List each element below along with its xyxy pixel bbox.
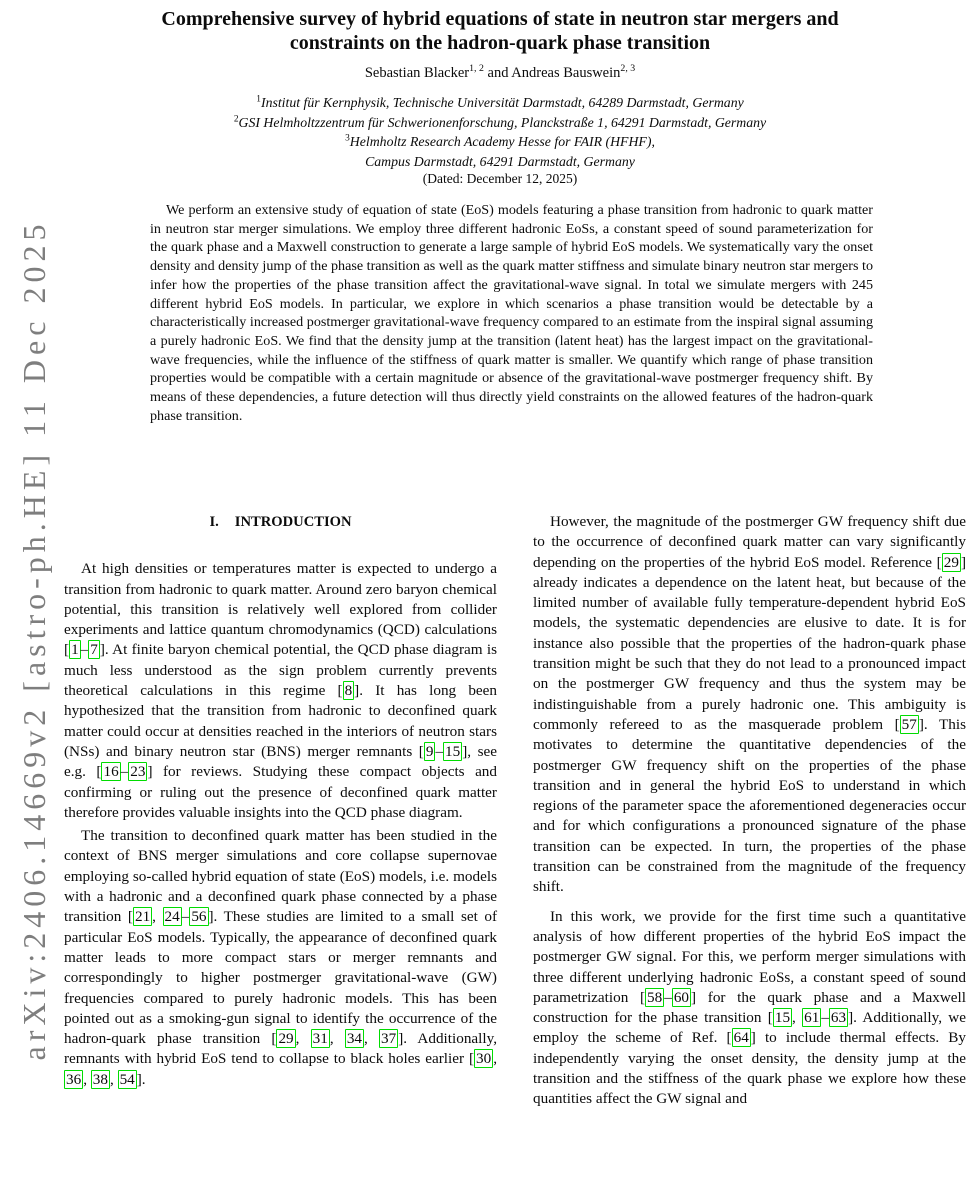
section-label: I. [209, 514, 219, 530]
citation-link[interactable]: 21 [134, 908, 151, 926]
section-heading-introduction [64, 512, 497, 532]
citation-link[interactable]: 60 [673, 988, 690, 1006]
citation-link[interactable]: 15 [774, 1009, 791, 1027]
citation-link[interactable]: 57 [901, 715, 917, 733]
paragraph: The transition to deconfined quark matter has been studied in the context of BNS merger simulations and core collapse supernovae employing so-called hybrid equation of state (EoS) models, i.e. models with a hadronic and a deconfined quark phase connected by a phase transition [ 21 , 24 – 56 ]. These studies are limited to a small set of particular EoS models. Typically, the appearance of deconfined quark matter leads to more compact stars or merger remnants and correspondingly to higher postmerger gravitational-wave (GW) frequencies compared to purely hadronic models. This has been pointed out as a smoking-gun signal to identify the occurrence of the hadron-quark phase transition [ 29 , 31 , 34 , 37 ]. Additionally, remnants with hybrid EoS tend to collapse to black holes earlier [ 30 , 36 , 38 , 54 ]. [64, 827, 498, 1088]
citation-link[interactable]: 16 [103, 763, 119, 781]
arxiv-stamp: arXiv:2406.14669v2 [astro-ph.HE] 11 Dec 2025 [16, 219, 52, 1061]
section-title: INTRODUCTION [234, 514, 352, 530]
superscript-marker: 2, 3 [620, 63, 636, 75]
paragraph: At high densities or temperatures matter is expected to undergo a transition from hadronic to quark matter. Around zero baryon chemical potential, this transition is relatively well explored from collider experiments and lattice quantum chromodynamics (QCD) calculations [ 1 – 7 ]. At finite baryon chemical potential, the QCD phase diagram is much less understood as the sign problem currently prevents theoretical calculations in this regime [ 8 ]. It has long been hypothesized that the transition from hadronic to deconfined quark matter could occur at densities reached in the interiors of neutron stars (NSs) and binary neutron star (BNS) merger remnants [ 9 – 15 ], see e.g. [ 16 – 23 ] for reviews. Studying these compact objects and confirming or ruling out the presence of deconfined quark matter therefore provides valuable insights into the QCD phase diagram. [64, 560, 497, 821]
citation-link[interactable]: 23 [130, 763, 146, 781]
affiliations-block [45, 93, 955, 171]
superscript-marker: 3 [345, 133, 350, 144]
citation-link[interactable]: 8 [344, 682, 353, 700]
affiliation-line: Campus Darmstadt, 64291 Darmstadt, Germany [365, 153, 635, 169]
superscript-marker: 2 [233, 113, 239, 124]
citation-link[interactable]: 58 [647, 988, 663, 1006]
citation-link[interactable]: 31 [312, 1030, 328, 1048]
affiliation-line: $^3$Helmholtz Research Academy Hesse for FAIR (HFHF), [345, 133, 655, 149]
citation-link[interactable]: 9 [425, 742, 434, 760]
citation-link[interactable]: 61 [804, 1009, 820, 1027]
affiliation-line: $^1$Institut für Kernphysik, Technische Universität Darmstadt, 64289 Darmstadt, Germany [256, 94, 744, 110]
left-column [64, 512, 497, 1090]
citation-link[interactable]: 56 [191, 908, 207, 926]
citation-link[interactable]: 63 [830, 1009, 847, 1027]
right-column [533, 512, 966, 1110]
paragraph: However, the magnitude of the postmerger GW frequency shift due to the occurrence of deconfined quark matter can vary significantly depending on the properties of the hybrid EoS model. Reference [ 29 ] already indicates a dependence on the latent heat, but because of the limited number of available fully temperature-dependent hybrid EoS models, the systematic dependencies are elusive to date. It is for instance also possible that the properties of the hadron-quark phase transition might be such that they do not lead to a pronounced impact on the postmerger GW frequency and thus the system may be indistinguishable from a purely hadronic one. This ambiguity is commonly refereed to as the masquerade problem [ 57 ]. This motivates to determine the quantitative dependencies of the postmerger GW frequency shift on the properties of the phase transition and in general the hybrid EoS to understand in which regions of the parameter space the aforementioned degeneracies occur and for which configurations a pronounced signature of the phase transition can be expected. In turn, the properties of the phase transition can be constrained from the magnitude of the frequency shift. [533, 513, 966, 896]
citation-link[interactable]: 34 [346, 1030, 362, 1048]
citation-link[interactable]: 64 [733, 1029, 749, 1047]
citation-link[interactable]: 1 [71, 641, 79, 659]
abstract-text: We perform an extensive study of equation of state (EoS) models featuring a phase transition from hadronic to quark matter in neutron star merger simulations. We employ three different hadronic EoSs, a constant speed of sound parameterization for the quark phase and a Maxwell construction to generate a large sample of hybrid EoS models. We systematically vary the onset density and density jump of the phase transition as well as the quark matter stiffness and simulate binary neutron star mergers to infer how the properties of the phase transition affect the gravitational-wave signal. In total we simulate mergers with 245 different hybrid EoS models. In particular, we explore in which scenarios a phase transition would be detectable by a characteristically increased postmerger gravitational-wave frequency compared to an estimate from the inspiral signal assuming a purely hadronic EoS. We find that the density jump at the transition (latent heat) has the largest impact on the gravitational-wave frequencies, while the influence of the stiffness of quark matter is smaller. We quantify which range of phase transition properties would be compatible with a certain magnitude or absence of the gravitational-wave postmerger frequency shift. By means of these dependencies, a future detection will thus directly yield constraints on the allowed features of the hadron-quark phase transition. [150, 202, 873, 424]
citation-link[interactable]: 36 [66, 1070, 82, 1088]
superscript-marker: 1 [256, 94, 261, 105]
citation-link[interactable]: 54 [119, 1070, 135, 1088]
citation-link[interactable]: 29 [278, 1030, 294, 1048]
citation-link[interactable]: 15 [445, 742, 461, 760]
citation-link[interactable]: 7 [90, 641, 98, 659]
citation-link[interactable]: 37 [381, 1030, 397, 1048]
citation-link[interactable]: 29 [943, 553, 959, 571]
paper-title [45, 7, 955, 55]
authors-line: Sebastian Blacker$^{1, 2}$ and Andreas Bauswein$^{2, 3}$ [364, 63, 636, 81]
affiliation-line: $^2$GSI Helmholtzzentrum für Schwerionenforschung, Planckstraße 1, 64291 Darmstadt, Germany [233, 113, 767, 130]
citation-link[interactable]: 24 [164, 908, 180, 926]
title-line-1: Comprehensive survey of hybrid equations of state in neutron star mergers and [161, 8, 839, 30]
citation-link[interactable]: 38 [92, 1070, 108, 1088]
superscript-marker: 1, 2 [469, 63, 484, 75]
citation-link[interactable]: 30 [476, 1050, 492, 1068]
title-line-2: constraints on the hadron-quark phase transition [289, 32, 711, 54]
paragraph: In this work, we provide for the first time such a quantitative analysis of how different properties of the hybrid EoS impact the postmerger GW signal. For this, we perform merger simulations with three different underlying hadronic EoSs, a constant speed of sound parametrization [ 58 – 60 ] for the quark phase and a Maxwell construction for the phase transition [ 15 , 61 – 63 ]. Additionally, we employ the scheme of Ref. [ 64 ] to include thermal effects. By independently varying the onset density, the density jump at the transition and the stiffness of the quark phase we explore how these quantities affect the GW signal and [533, 907, 966, 1108]
dated-line: (Dated: December 12, 2025) [422, 171, 578, 186]
